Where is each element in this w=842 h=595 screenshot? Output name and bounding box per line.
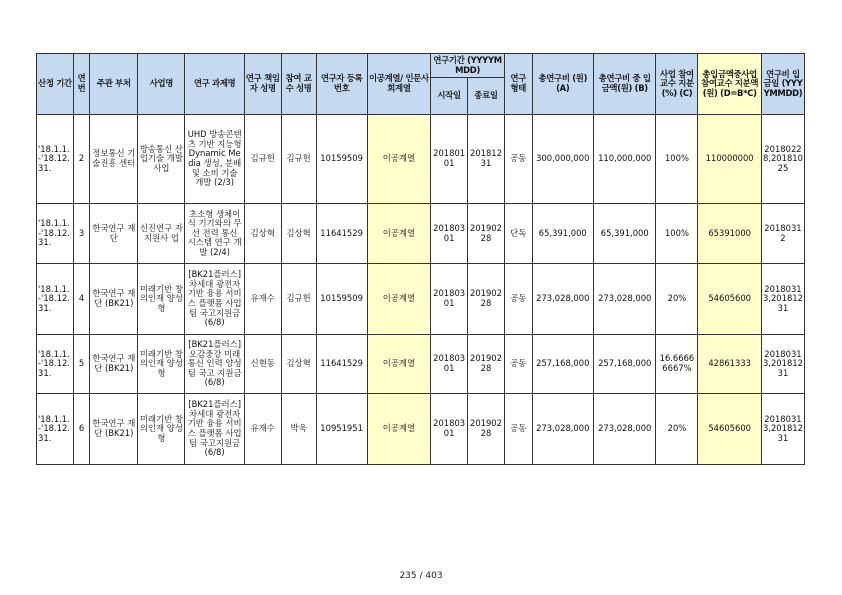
cell-project: [BK21플러스]오감중강 미래통신 인력 양성팀 국고 지원금(6/8)	[185, 335, 244, 394]
page-number: 235 / 403	[399, 571, 443, 581]
cell-start: 20180301	[431, 204, 468, 264]
cell-reg: 10159509	[316, 115, 367, 204]
cell-program: 미래기반 창의인재 양성형	[138, 335, 185, 394]
header-end: 종료일	[468, 78, 505, 115]
cell-start: 20180301	[431, 335, 468, 394]
cell-program: 방송통신 산업기술 개발사업	[138, 115, 185, 204]
cell-prof: 김상혁	[281, 335, 316, 394]
cell-profshare: 110000000	[698, 115, 761, 204]
cell-field: 이공계열	[367, 115, 430, 204]
header-start: 시작일	[431, 78, 468, 115]
header-share: 사업 참여 교수 지분(%) (C)	[656, 54, 698, 115]
cell-dept: 정보통신 기술진흥 센터	[90, 115, 138, 204]
cell-no: 6	[73, 394, 89, 465]
cell-reg: 11641529	[316, 204, 367, 264]
cell-period: '18.1.1.-'18.12.31.	[37, 394, 74, 465]
cell-inflow: 65,391,000	[594, 204, 656, 264]
cell-period: '18.1.1.-'18.12.31.	[37, 204, 74, 264]
cell-project: [BK21플러스]차세대 광전자기반 융용 서비스 플랫폼 사업팀 국고지원금 (6/8)	[185, 264, 244, 335]
cell-pi: 유재수	[244, 394, 281, 465]
cell-inflow: 110,000,000	[594, 115, 656, 204]
header-program: 사업명	[138, 54, 185, 115]
table-row	[37, 335, 805, 394]
cell-end: 20190228	[468, 264, 505, 335]
cell-reg: 11641529	[316, 335, 367, 394]
table-row	[37, 204, 805, 264]
cell-share: 20%	[656, 394, 698, 465]
header-project: 연구 과제명	[185, 54, 244, 115]
cell-share: 100%	[656, 115, 698, 204]
cell-type: 단독	[504, 204, 532, 264]
cell-project: 초소형 생체이식 기기와의 무선 전력 통신 시스템 연구 개발 (2/4)	[185, 204, 244, 264]
cell-start: 20180101	[431, 115, 468, 204]
cell-profshare: 42861333	[698, 335, 761, 394]
cell-pi: 유재수	[244, 264, 281, 335]
cell-end: 20190228	[468, 204, 505, 264]
cell-no: 4	[73, 264, 89, 335]
cell-deposit: 20180228,20181025	[761, 115, 804, 204]
header-period: 산정 기간	[37, 54, 74, 115]
cell-start: 20180301	[431, 394, 468, 465]
header-prof: 참여 교수 성명	[281, 54, 316, 115]
cell-total: 257,168,000	[532, 335, 593, 394]
cell-period: '18.1.1.-'18.12.31.	[37, 335, 74, 394]
cell-total: 65,391,000	[532, 204, 593, 264]
header-no: 연번	[73, 54, 89, 115]
cell-no: 2	[73, 115, 89, 204]
cell-dept: 한국연구 재단 (BK21)	[90, 335, 138, 394]
header-profshare: 총입금액중사업참여교수 지분액 (원) (D=B*C)	[698, 54, 761, 115]
cell-pi: 신현동	[244, 335, 281, 394]
cell-start: 20180301	[431, 264, 468, 335]
header-pi: 연구 책임자 성명	[244, 54, 281, 115]
header-dept: 주관 부처	[90, 54, 138, 115]
cell-deposit: 20180313,20181231	[761, 394, 804, 465]
cell-period: '18.1.1.-'18.12.31.	[37, 115, 74, 204]
cell-type: 공동	[504, 115, 532, 204]
header-term: 연구기간 (YYYYMMDD)	[431, 54, 505, 78]
header-field: 이공계열/ 인문사회계열	[367, 54, 430, 115]
header-inflow: 총연구비 중 입금액(원) (B)	[594, 54, 656, 115]
cell-no: 3	[73, 204, 89, 264]
cell-prof: 박욱	[281, 394, 316, 465]
cell-prof: 김규헌	[281, 115, 316, 204]
cell-total: 273,028,000	[532, 264, 593, 335]
cell-share: 20%	[656, 264, 698, 335]
cell-program: 미래기반 창의인재 양성형	[138, 264, 185, 335]
header-deposit: 연구비 입금일 (YYYYMMDD)	[761, 54, 804, 115]
cell-profshare: 54605600	[698, 264, 761, 335]
cell-dept: 한국연구 재단	[90, 204, 138, 264]
cell-dept: 한국연구 재단 (BK21)	[90, 264, 138, 335]
cell-inflow: 257,168,000	[594, 335, 656, 394]
cell-pi: 김상혁	[244, 204, 281, 264]
cell-end: 20181231	[468, 115, 505, 204]
cell-reg: 10159509	[316, 264, 367, 335]
cell-inflow: 273,028,000	[594, 264, 656, 335]
cell-prof: 김상혁	[281, 204, 316, 264]
cell-profshare: 65391000	[698, 204, 761, 264]
cell-total: 300,000,000	[532, 115, 593, 204]
header-total: 총연구비 (원) (A)	[532, 54, 593, 115]
cell-share: 16.66666667%	[656, 335, 698, 394]
cell-pi: 김규헌	[244, 115, 281, 204]
cell-type: 공동	[504, 264, 532, 335]
cell-deposit: 20180313,20181231	[761, 335, 804, 394]
table-header	[37, 54, 805, 115]
table-body	[37, 115, 805, 465]
header-reg: 연구자 등록번호	[316, 54, 367, 115]
cell-no: 5	[73, 335, 89, 394]
cell-field: 이공계열	[367, 335, 430, 394]
cell-deposit: 20180313,20181231	[761, 264, 804, 335]
cell-deposit: 20180312	[761, 204, 804, 264]
table-row	[37, 394, 805, 465]
cell-field: 이공계열	[367, 204, 430, 264]
cell-share: 100%	[656, 204, 698, 264]
research-funding-table	[36, 53, 805, 465]
cell-program: 신진연구 자지원사 업	[138, 204, 185, 264]
cell-type: 공동	[504, 335, 532, 394]
cell-project: [BK21플러스]차세대 광전자기반 융용 서비스 플랫폼 사업팀 국고지원금 (6/8)	[185, 394, 244, 465]
cell-inflow: 273,028,000	[594, 394, 656, 465]
cell-field: 이공계열	[367, 264, 430, 335]
cell-dept: 한국연구 재단 (BK21)	[90, 394, 138, 465]
cell-prof: 김규헌	[281, 264, 316, 335]
cell-total: 273,028,000	[532, 394, 593, 465]
cell-field: 이공계열	[367, 394, 430, 465]
table-row	[37, 264, 805, 335]
cell-type: 공동	[504, 394, 532, 465]
header-type: 연구 형태	[504, 54, 532, 115]
cell-reg: 10951951	[316, 394, 367, 465]
cell-profshare: 54605600	[698, 394, 761, 465]
table-row	[37, 115, 805, 204]
cell-period: '18.1.1.-'18.12.31.	[37, 264, 74, 335]
cell-end: 20190228	[468, 335, 505, 394]
cell-end: 20190228	[468, 394, 505, 465]
cell-program: 미래기반 창의인재 양성형	[138, 394, 185, 465]
cell-project: UHD 방송콘텐츠 기반 지능형 Dynamic Media 생성, 분배 및 소비 기술 개발 (2/3)	[185, 115, 244, 204]
